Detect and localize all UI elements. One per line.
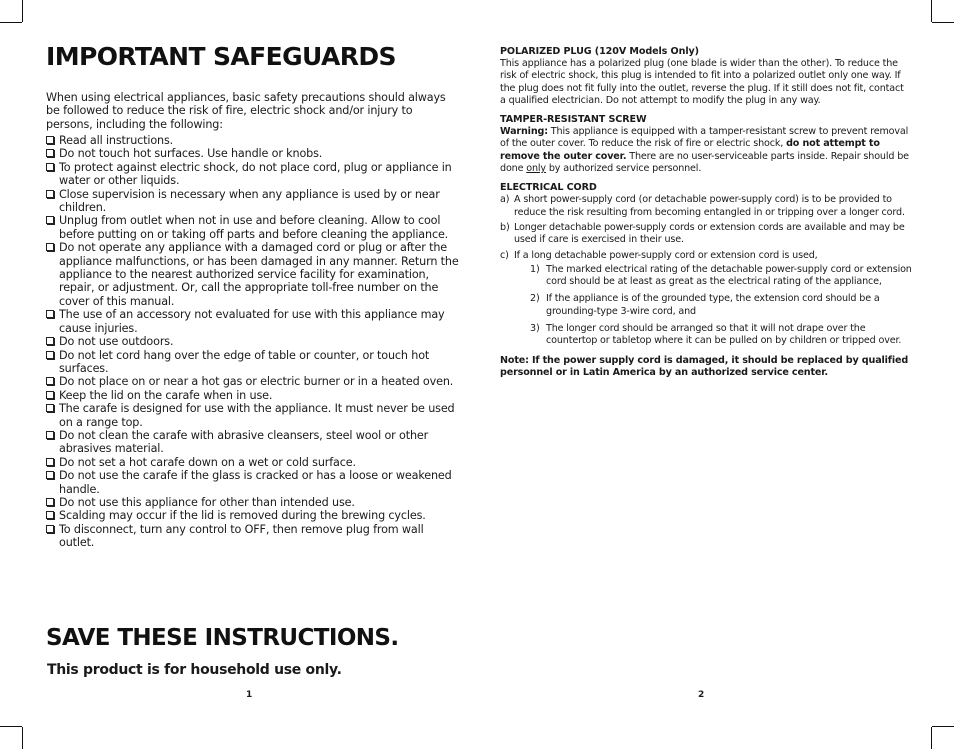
safeguard-text: Do not use the carafe if the glass is cracked or has a loose or weakened handle. (59, 469, 452, 496)
item-text: The longer cord should be arranged so that it will not drape over the countertop or tabletop where it can be pulled on by children or tripped over. (546, 323, 902, 347)
intro-paragraph: When using electrical appliances, basic safety precautions should always be followed to reduce the risk of fire, electric shock and/or injury to persons, including the following: (46, 91, 446, 131)
warning-text: There are no user-serviceable parts inside. Repair should be done (500, 150, 909, 175)
checkbox-bullet-icon (46, 243, 54, 251)
safeguard-item (46, 456, 460, 469)
safeguard-text: Unplug from outlet when not in use and before cleaning. Allow to cool before putting on or taking off parts and before cleaning the appliance. (59, 214, 449, 241)
safeguard-text: Do not use this appliance for other than intended use. (59, 495, 355, 509)
section-heading: ELECTRICAL CORD (500, 182, 597, 194)
checkbox-bullet-icon (46, 190, 54, 198)
warning-emphasis: do not attempt to remove the outer cover. (500, 138, 880, 162)
safeguard-item (46, 134, 460, 147)
checkbox-bullet-icon (46, 511, 54, 519)
checkbox-bullet-icon (46, 525, 54, 533)
cord-damage-note: Note: If the power supply cord is damaged, it should be replaced by qualified personnel or in Latin America by an authorized service center. (500, 354, 909, 378)
safeguard-text: Keep the lid on the carafe when in use. (59, 388, 273, 402)
safeguard-text: Do not let cord hang over the edge of table or counter, or touch hot surfaces. (59, 348, 430, 375)
checkbox-bullet-icon (46, 404, 54, 412)
section-heading: TAMPER-RESISTANT SCREW (500, 114, 647, 126)
right-page (477, 0, 954, 749)
safeguard-item (46, 188, 460, 215)
list-item (500, 222, 912, 247)
safeguard-item (46, 375, 460, 388)
section-body: This appliance has a polarized plug (one blade is wider than the other). To reduce the risk of electric shock, this plug is intended to fit into a polarized outlet only one way. If the plug does not fit fully into the outlet, reverse the plug. If it still does not fit, contact a qualified electrician. Do not attempt to modify the plug in any way. (500, 58, 904, 106)
checkbox-bullet-icon (46, 310, 54, 318)
checkbox-bullet-icon (46, 216, 54, 224)
right-column (500, 46, 912, 379)
safeguard-item (46, 389, 460, 402)
list-item (530, 293, 912, 318)
section-body (500, 126, 912, 175)
electrical-cord-section (500, 182, 912, 347)
item-text: The marked electrical rating of the detachable power-supply cord or extension cord should be at least as great as the electrical rating of the appliance, (546, 263, 912, 288)
safeguard-text: Do not set a hot carafe down on a wet or cold surface. (59, 455, 356, 469)
tamper-resistant-screw-section (500, 114, 912, 175)
safeguard-item (46, 214, 460, 241)
list-item (500, 194, 912, 219)
checkbox-bullet-icon (46, 149, 54, 157)
safeguard-text: Do not operate any appliance with a damaged cord or plug or after the appliance malfunctions, or has been damaged in any manner. Return the appliance to the nearest authorized service facility for examination, repair, or adjustment. Or, call the appropriate toll-free number on the cover of this manual. (59, 241, 459, 308)
safeguard-item (46, 469, 460, 496)
cord-list (500, 194, 912, 347)
section-heading: POLARIZED PLUG (120V Models Only) (500, 46, 699, 57)
safeguard-item (46, 308, 460, 335)
page-number: 1 (246, 690, 253, 700)
list-item (500, 250, 912, 348)
safeguard-text: To disconnect, turn any control to OFF, then remove plug from wall outlet. (59, 522, 424, 550)
checkbox-bullet-icon (46, 431, 54, 439)
item-label: a) (500, 194, 510, 206)
page-number: 2 (698, 690, 705, 700)
safeguard-item (46, 241, 460, 308)
save-instructions-heading: SAVE THESE INSTRUCTIONS. (46, 625, 399, 651)
item-label: b) (500, 221, 510, 233)
item-label: 1) (530, 263, 540, 275)
safeguard-text: Do not clean the carafe with abrasive cleansers, steel wool or other abrasives material. (59, 428, 429, 456)
item-text: If a long detachable power-supply cord or extension cord is used, (514, 249, 818, 261)
item-text: Longer detachable power-supply cords or extension cords are available and may be used if care is exercised in their use. (514, 221, 905, 246)
cord-sub-list (530, 264, 912, 348)
safeguard-text: Close supervision is necessary when any appliance is used by or near children. (59, 187, 440, 215)
safeguard-text: Do not use outdoors. (59, 335, 174, 349)
safeguard-text: The carafe is designed for use with the appliance. It must never be used on a range top. (59, 402, 455, 429)
checkbox-bullet-icon (46, 377, 54, 385)
checkbox-bullet-icon (46, 136, 54, 144)
warning-text: This appliance is equipped with a tamper-resistant screw to prevent removal of the outer cover. To reduce the risk of fire or electric shock, (500, 126, 909, 150)
checkbox-bullet-icon (46, 458, 54, 466)
checkbox-bullet-icon (46, 163, 54, 171)
safeguard-item (46, 523, 460, 550)
safeguards-list (46, 134, 460, 550)
safeguard-text: Scalding may occur if the lid is removed during the brewing cycles. (59, 509, 426, 523)
safeguard-text: The use of an accessory not evaluated for use with this appliance may cause injuries. (59, 308, 445, 335)
checkbox-bullet-icon (46, 391, 54, 399)
checkbox-bullet-icon (46, 498, 54, 506)
household-use-note: This product is for household use only. (47, 662, 342, 678)
checkbox-bullet-icon (46, 337, 54, 345)
checkbox-bullet-icon (46, 351, 54, 359)
item-text: If the appliance is of the grounded type, the extension cord should be a grounding-type 3-wire cord, and (546, 293, 880, 317)
polarized-plug-section (500, 46, 912, 107)
underlined-word: only (526, 163, 546, 175)
safeguard-item (46, 349, 460, 376)
page-title: IMPORTANT SAFEGUARDS (46, 42, 396, 71)
item-label: 3) (530, 323, 540, 335)
item-label: c) (500, 249, 509, 261)
safeguard-text: Do not place on or near a hot gas or electric burner or in a heated oven. (59, 375, 454, 389)
safeguard-text: Do not touch hot surfaces. Use handle or knobs. (59, 147, 323, 161)
list-item (530, 323, 912, 348)
safeguard-item (46, 402, 460, 429)
safeguard-text: Read all instructions. (59, 134, 174, 147)
checkbox-bullet-icon (46, 471, 54, 479)
safeguard-item (46, 147, 460, 160)
safeguard-text: To protect against electric shock, do not place cord, plug or appliance in water or other liquids. (59, 160, 452, 188)
safeguard-item (46, 496, 460, 509)
item-label: 2) (530, 293, 540, 305)
safeguard-item (46, 161, 460, 188)
item-text: A short power-supply cord (or detachable power-supply cord) is to be provided to reduce the risk resulting from becoming entangled in or tripping over a longer cord. (514, 194, 905, 218)
warning-text: by authorized service personnel. (545, 163, 702, 175)
safeguard-item (46, 429, 460, 456)
safeguard-item (46, 335, 460, 348)
warning-label: Warning: (500, 126, 548, 138)
safeguard-item (46, 509, 460, 522)
list-item (530, 264, 912, 289)
